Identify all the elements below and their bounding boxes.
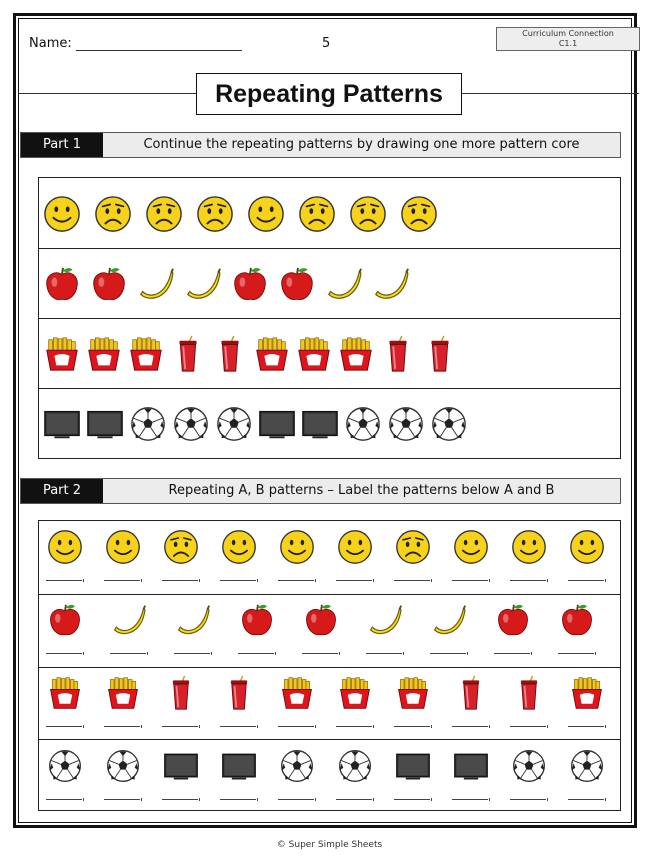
worried-face-icon	[395, 529, 431, 569]
tv-icon	[453, 748, 489, 788]
answer-blank[interactable]	[510, 796, 548, 800]
worried-face-icon	[400, 195, 438, 237]
fries-icon	[337, 335, 375, 377]
answer-blank[interactable]	[104, 796, 142, 800]
banana-icon	[137, 265, 175, 307]
tv-icon	[86, 405, 124, 447]
part2-tag: Part 2	[21, 479, 103, 503]
answer-blank[interactable]	[494, 650, 532, 654]
row-divider	[39, 667, 620, 668]
worried-face-icon	[163, 529, 199, 569]
tv-icon	[395, 748, 431, 788]
answer-blank[interactable]	[174, 650, 212, 654]
soccer-ball-icon	[337, 748, 373, 788]
fries-icon	[85, 335, 123, 377]
soccer-ball-icon	[387, 405, 425, 447]
banana-icon	[175, 602, 211, 642]
happy-face-icon	[279, 529, 315, 569]
soccer-ball-icon	[279, 748, 315, 788]
answer-blank[interactable]	[278, 796, 316, 800]
banana-icon	[367, 602, 403, 642]
answer-blank[interactable]	[394, 577, 432, 581]
answer-blank[interactable]	[302, 650, 340, 654]
soccer-ball-icon	[172, 405, 210, 447]
answer-blank[interactable]	[278, 577, 316, 581]
soccer-ball-icon	[129, 405, 167, 447]
happy-face-icon	[453, 529, 489, 569]
apple-icon	[43, 265, 81, 307]
tv-icon	[258, 405, 296, 447]
happy-face-icon	[337, 529, 373, 569]
answer-blank[interactable]	[278, 723, 316, 727]
apple-icon	[47, 602, 83, 642]
tv-icon	[163, 748, 199, 788]
soda-icon	[453, 675, 489, 715]
happy-face-icon	[47, 529, 83, 569]
part2-instruction: Repeating A, B patterns – Label the patterns below A and B	[168, 483, 555, 498]
answer-blank[interactable]	[452, 796, 490, 800]
happy-face-icon	[569, 529, 605, 569]
happy-face-icon	[43, 195, 81, 237]
page-number: 5	[322, 36, 331, 51]
row-divider	[39, 594, 620, 595]
worried-face-icon	[298, 195, 336, 237]
tv-icon	[43, 405, 81, 447]
tv-icon	[221, 748, 257, 788]
row-divider	[39, 248, 620, 249]
part1-tag: Part 1	[21, 133, 103, 157]
answer-blank[interactable]	[162, 796, 200, 800]
answer-blank[interactable]	[104, 723, 142, 727]
answer-blank[interactable]	[336, 577, 374, 581]
soccer-ball-icon	[430, 405, 468, 447]
answer-blank[interactable]	[394, 796, 432, 800]
curriculum-label: Curriculum Connection	[522, 29, 614, 38]
apple-icon	[278, 265, 316, 307]
name-line[interactable]	[76, 50, 242, 51]
curriculum-connection-box	[496, 27, 640, 51]
banana-icon	[184, 265, 222, 307]
row-divider	[39, 388, 620, 389]
answer-blank[interactable]	[110, 650, 148, 654]
answer-blank[interactable]	[452, 723, 490, 727]
soccer-ball-icon	[569, 748, 605, 788]
soda-icon	[163, 675, 199, 715]
soda-icon	[221, 675, 257, 715]
banana-icon	[111, 602, 147, 642]
soccer-ball-icon	[105, 748, 141, 788]
name-label: Name:	[29, 36, 72, 51]
page-title: Repeating Patterns	[196, 73, 462, 115]
answer-blank[interactable]	[238, 650, 276, 654]
happy-face-icon	[105, 529, 141, 569]
fries-icon	[127, 335, 165, 377]
answer-blank[interactable]	[336, 723, 374, 727]
part1-pattern-panel	[38, 177, 621, 459]
soda-icon	[211, 335, 249, 377]
worried-face-icon	[145, 195, 183, 237]
fries-icon	[43, 335, 81, 377]
answer-blank[interactable]	[558, 650, 596, 654]
soda-icon	[511, 675, 547, 715]
answer-blank[interactable]	[220, 577, 258, 581]
happy-face-icon	[247, 195, 285, 237]
answer-blank[interactable]	[430, 650, 468, 654]
worried-face-icon	[94, 195, 132, 237]
apple-icon	[90, 265, 128, 307]
part1-header	[20, 132, 621, 158]
soccer-ball-icon	[344, 405, 382, 447]
fries-icon	[569, 675, 605, 715]
part2-header	[20, 478, 621, 504]
apple-icon	[303, 602, 339, 642]
answer-blank[interactable]	[46, 723, 84, 727]
tv-icon	[301, 405, 339, 447]
curriculum-code: C1.1	[558, 39, 578, 48]
copyright-footer: © Super Simple Sheets	[276, 840, 383, 850]
answer-blank[interactable]	[46, 796, 84, 800]
apple-icon	[559, 602, 595, 642]
apple-icon	[239, 602, 275, 642]
fries-icon	[253, 335, 291, 377]
banana-icon	[431, 602, 467, 642]
answer-blank[interactable]	[46, 650, 84, 654]
soda-icon	[379, 335, 417, 377]
fries-icon	[279, 675, 315, 715]
soccer-ball-icon	[215, 405, 253, 447]
happy-face-icon	[221, 529, 257, 569]
happy-face-icon	[511, 529, 547, 569]
fries-icon	[295, 335, 333, 377]
part1-instruction: Continue the repeating patterns by drawing one more pattern core	[143, 137, 580, 152]
answer-blank[interactable]	[162, 723, 200, 727]
worried-face-icon	[349, 195, 387, 237]
answer-blank[interactable]	[452, 577, 490, 581]
banana-icon	[325, 265, 363, 307]
soda-icon	[169, 335, 207, 377]
fries-icon	[395, 675, 431, 715]
banana-icon	[372, 265, 410, 307]
answer-blank[interactable]	[366, 650, 404, 654]
apple-icon	[495, 602, 531, 642]
fries-icon	[47, 675, 83, 715]
row-divider	[39, 318, 620, 319]
answer-blank[interactable]	[568, 723, 606, 727]
soccer-ball-icon	[511, 748, 547, 788]
answer-blank[interactable]	[104, 577, 142, 581]
part2-pattern-panel	[38, 520, 621, 811]
answer-blank[interactable]	[394, 723, 432, 727]
answer-blank[interactable]	[46, 577, 84, 581]
fries-icon	[337, 675, 373, 715]
soda-icon	[421, 335, 459, 377]
fries-icon	[105, 675, 141, 715]
answer-blank[interactable]	[510, 723, 548, 727]
apple-icon	[231, 265, 269, 307]
answer-blank[interactable]	[510, 577, 548, 581]
worried-face-icon	[196, 195, 234, 237]
answer-blank[interactable]	[336, 796, 374, 800]
answer-blank[interactable]	[220, 796, 258, 800]
row-divider	[39, 739, 620, 740]
answer-blank[interactable]	[220, 723, 258, 727]
answer-blank[interactable]	[568, 796, 606, 800]
answer-blank[interactable]	[568, 577, 606, 581]
answer-blank[interactable]	[162, 577, 200, 581]
soccer-ball-icon	[47, 748, 83, 788]
